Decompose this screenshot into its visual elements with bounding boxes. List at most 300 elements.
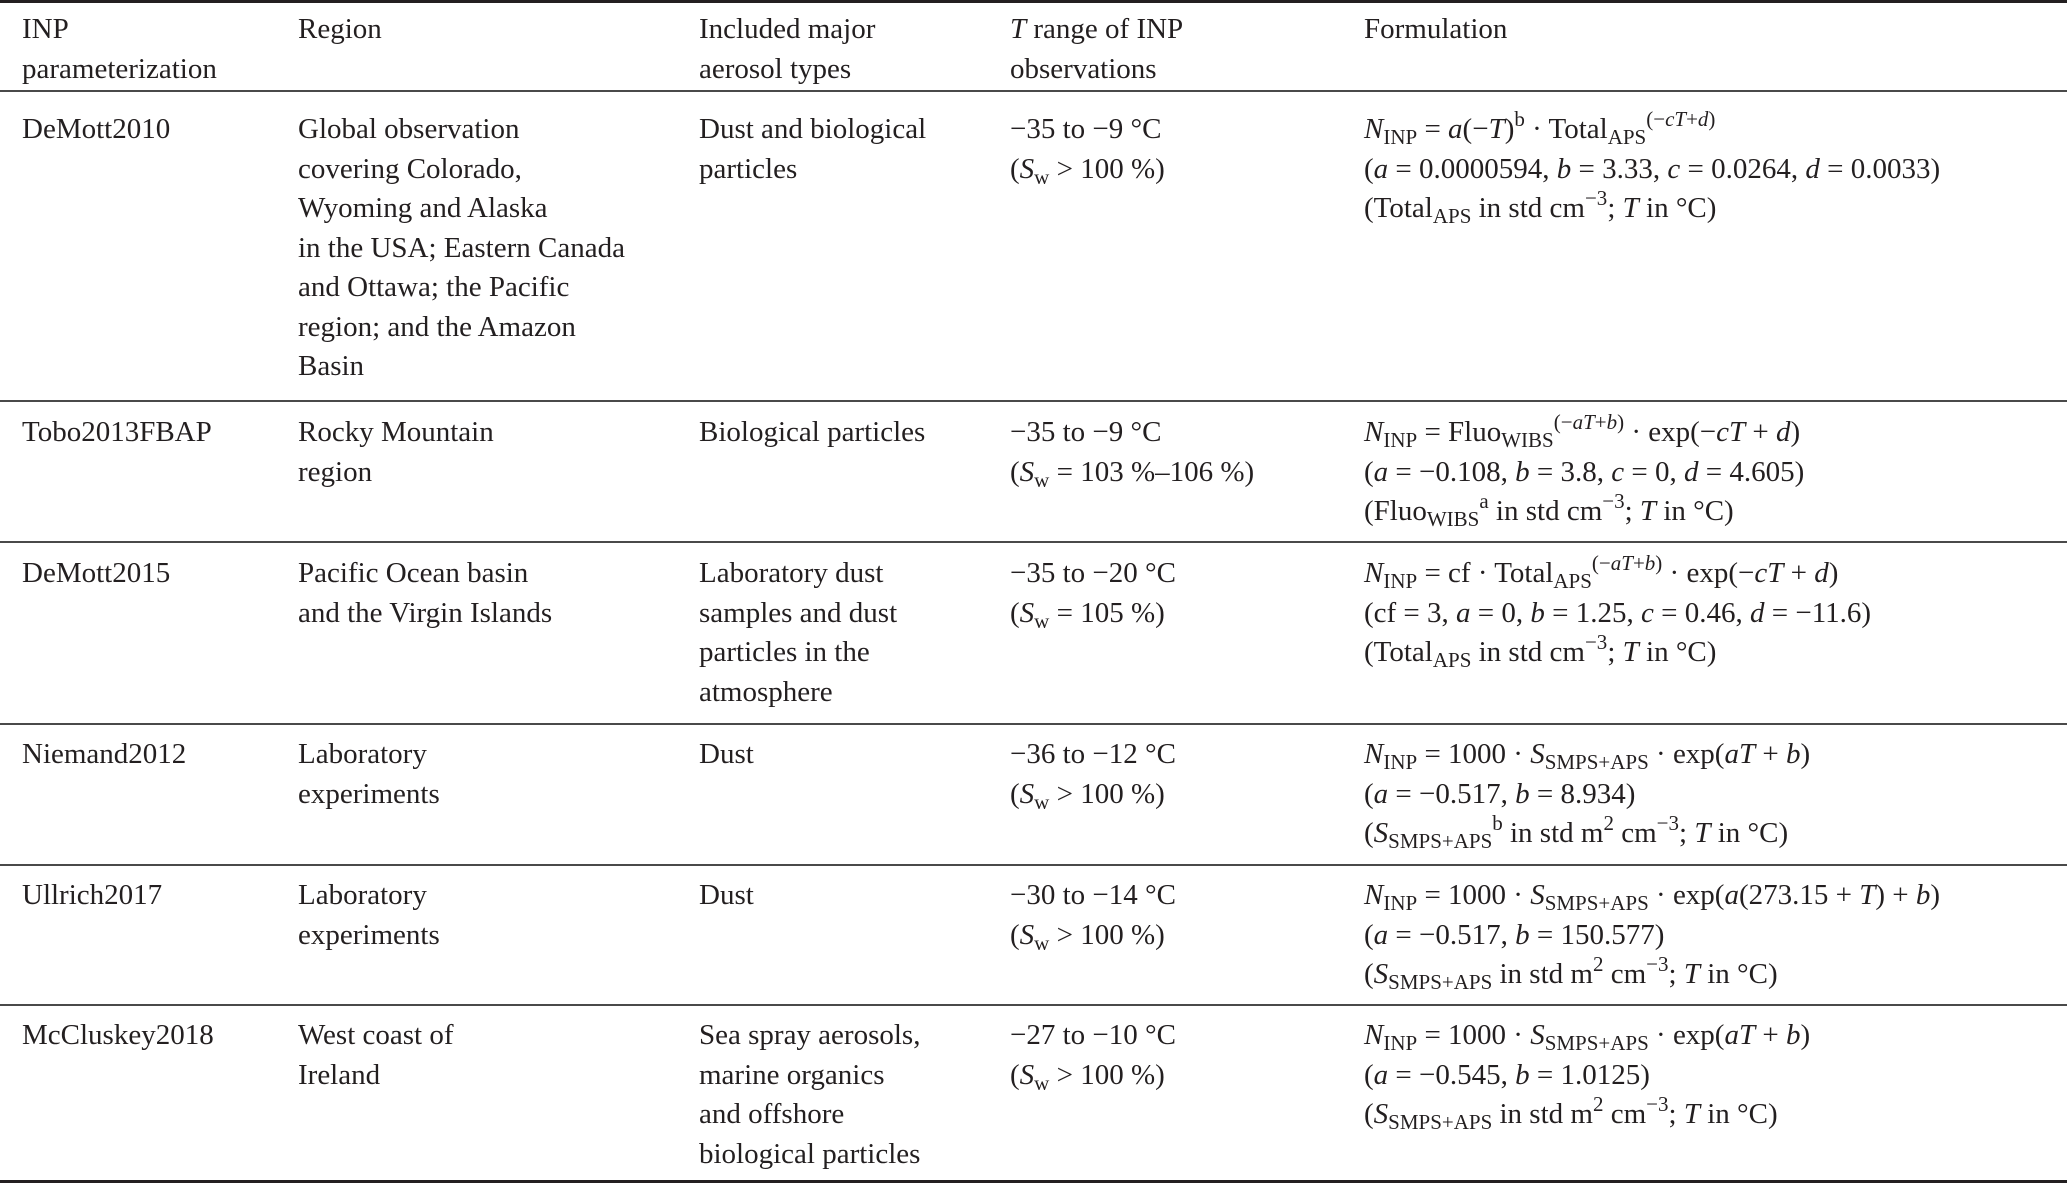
text-run: ) + (1875, 879, 1916, 911)
text-run: in std m (1492, 1098, 1593, 1130)
text-run: + (1755, 738, 1786, 770)
text-run: ) (1828, 557, 1839, 589)
cell-region (298, 1006, 699, 1180)
text-run: b (1515, 918, 1530, 951)
text-run: N (1364, 113, 1384, 145)
text-run: ) (1617, 410, 1625, 434)
text-run: · exp( (1648, 738, 1725, 770)
text-run: = 1000 · (1417, 738, 1531, 770)
text-line (1010, 1056, 1364, 1096)
text-run: ; (1668, 1098, 1684, 1130)
text-run: b (1492, 811, 1503, 835)
text-run: cT (1754, 557, 1784, 589)
cell-t-range (1010, 725, 1364, 864)
text-run: b (1515, 777, 1530, 810)
text-run: (Total (1364, 636, 1433, 668)
text-run: in std m (1502, 817, 1604, 849)
text-run: = −11.6) (1764, 596, 1872, 629)
text-run: · exp( (1648, 1019, 1725, 1051)
text-run: Formulation (1364, 13, 1508, 45)
text-line (699, 876, 1010, 916)
text-run: ; (1679, 817, 1695, 849)
text-run: N (1364, 557, 1384, 589)
text-line (1010, 916, 1364, 956)
text-run: b (1915, 879, 1931, 911)
text-line (1010, 594, 1364, 634)
text-run: in °C) (1699, 958, 1778, 990)
text-run: APS (1607, 125, 1647, 149)
text-run: ) (1790, 416, 1801, 448)
text-run: Ullrich2017 (22, 879, 163, 911)
text-run: S (1019, 455, 1035, 488)
text-run: b (1606, 410, 1618, 434)
text-run: ) (1504, 113, 1515, 145)
text-run: = 1.25, (1544, 596, 1642, 629)
text-line (298, 347, 699, 387)
text-run: + (1745, 416, 1777, 448)
text-run: b (1515, 455, 1530, 488)
text-run: and offshore (699, 1098, 845, 1130)
text-run: = −0.545, (1388, 1058, 1516, 1091)
text-run: Niemand2012 (22, 738, 187, 770)
text-run: a (1373, 777, 1389, 810)
text-run: w (1034, 164, 1050, 189)
text-run: = (1417, 113, 1449, 145)
text-run: parameterization (22, 52, 217, 85)
text-run: ; (1607, 192, 1623, 224)
cell-aerosol-types (699, 725, 1010, 864)
text-run: cT (1665, 107, 1687, 131)
text-run: d (1683, 455, 1699, 488)
text-run: · exp(− (1662, 557, 1755, 589)
text-line (699, 10, 1010, 50)
cell-parameterization (0, 866, 298, 1004)
text-line (1364, 775, 2067, 815)
text-run: N (1364, 738, 1384, 770)
text-run: a (1373, 152, 1389, 185)
text-run: S (1019, 152, 1035, 185)
text-run: and Ottawa; the Pacific (298, 271, 570, 303)
cell-aerosol-types (699, 543, 1010, 723)
text-run: ( (1364, 152, 1374, 185)
text-run: N (1364, 879, 1384, 911)
text-run: cm (1613, 817, 1657, 849)
text-run: covering Colorado, (298, 152, 522, 185)
text-line (699, 413, 1010, 453)
text-run: aT (1572, 410, 1595, 434)
text-run: T (1694, 817, 1711, 849)
text-run: S (1373, 958, 1389, 990)
text-run: in °C) (1656, 495, 1734, 527)
text-run: biological particles (699, 1137, 921, 1170)
text-run: INP (1383, 891, 1418, 915)
text-run: aT (1724, 738, 1756, 770)
text-run: = 1.0125) (1529, 1058, 1650, 1091)
text-line (298, 876, 699, 916)
text-run: −35 to −9 °C (1010, 113, 1162, 145)
text-run: ( (1364, 958, 1374, 990)
text-run: = 1000 · (1417, 879, 1531, 911)
text-run: d (1814, 557, 1829, 589)
text-line (699, 1135, 1010, 1175)
text-run: d (1697, 107, 1709, 131)
text-run: (− (1553, 410, 1573, 434)
text-run: McCluskey2018 (22, 1019, 214, 1051)
text-run: S (1530, 738, 1545, 770)
text-run: observations (1010, 52, 1157, 85)
text-run: DeMott2015 (22, 557, 171, 589)
text-line (298, 594, 699, 634)
cell-region (298, 866, 699, 1004)
cell-region (298, 543, 699, 723)
text-run: Biological particles (699, 416, 926, 448)
text-run: ) (1655, 551, 1663, 575)
text-run: −3 (1584, 630, 1608, 654)
text-run: S (1019, 777, 1035, 810)
text-run: WIBS (1501, 428, 1554, 452)
text-run: range of INP (1026, 13, 1184, 45)
text-run: d (1750, 596, 1765, 629)
text-run: INP (1383, 125, 1418, 149)
text-run: a (1373, 1058, 1389, 1091)
text-run: S (1373, 1098, 1389, 1130)
text-run: 2 (1603, 811, 1614, 835)
text-line (1010, 735, 1364, 775)
text-run: particles (699, 152, 798, 185)
text-run: T (1683, 958, 1700, 990)
text-run: −3 (1646, 952, 1669, 976)
text-run: in °C) (1638, 192, 1717, 224)
text-run: = 0, (1624, 455, 1684, 488)
text-run: T (1683, 1098, 1700, 1130)
text-line (298, 268, 699, 308)
text-run: INP (1383, 750, 1418, 774)
cell-formulation (1364, 543, 2067, 723)
text-run: Basin (298, 350, 365, 382)
text-line (22, 554, 298, 594)
text-run: in std cm (1471, 192, 1585, 224)
text-line (1364, 594, 2067, 634)
text-run: −3 (1656, 811, 1679, 835)
text-run: S (1530, 879, 1545, 911)
text-run: SMPS+APS (1388, 1110, 1493, 1134)
text-run: c (1611, 455, 1625, 488)
text-line (699, 594, 1010, 634)
text-run: = cf · Total (1417, 557, 1554, 589)
text-run: · exp( (1648, 879, 1725, 911)
text-line (1364, 952, 2067, 995)
text-run: INP (1383, 1031, 1418, 1055)
text-run: in °C) (1710, 817, 1789, 849)
text-run: region (298, 455, 373, 488)
text-run: marine organics (699, 1058, 885, 1091)
text-run: ( (1010, 152, 1020, 185)
text-run: ( (1010, 596, 1020, 629)
cell-parameterization (0, 725, 298, 864)
text-run: aerosol types (699, 52, 852, 85)
text-run: Global observation (298, 113, 520, 145)
cell-t-range (1010, 402, 1364, 541)
text-run: ( (1364, 918, 1374, 951)
cell-aerosol-types (699, 866, 1010, 1004)
text-line (699, 50, 1010, 90)
text-line (1364, 551, 2067, 594)
text-line (298, 10, 699, 50)
text-run: (Fluo (1364, 495, 1427, 527)
text-line (1364, 630, 2067, 673)
text-run: Included major (699, 13, 876, 45)
text-run: T (1859, 879, 1876, 911)
text-run: = 0.0000594, (1388, 152, 1557, 185)
text-run: Wyoming and Alaska (298, 192, 548, 224)
text-line (298, 554, 699, 594)
text-run: −3 (1602, 489, 1625, 513)
text-line (298, 189, 699, 229)
text-run: > 100 %) (1049, 918, 1165, 951)
text-run: w (1034, 467, 1050, 492)
text-run: INP (1383, 569, 1418, 593)
text-run: = 105 %) (1049, 596, 1165, 629)
text-run: > 100 %) (1049, 152, 1165, 185)
text-run: N (1364, 1019, 1384, 1051)
text-run: ( (1010, 1058, 1020, 1091)
text-run: ( (1364, 455, 1374, 488)
text-line (1364, 186, 2067, 229)
text-line (1010, 453, 1364, 493)
table-row (0, 92, 2067, 402)
text-line (1010, 554, 1364, 594)
text-run: b (1644, 551, 1656, 575)
text-line (1364, 811, 2067, 854)
text-run: ; (1624, 495, 1640, 527)
text-run: c (1641, 596, 1654, 629)
text-line (699, 735, 1010, 775)
text-run: INP (22, 13, 69, 45)
text-run: 2 (1592, 1092, 1604, 1116)
text-line (1364, 916, 2067, 956)
text-run: cm (1603, 1098, 1647, 1130)
text-run: w (1034, 1070, 1050, 1095)
text-run: (− (1591, 551, 1611, 575)
text-run: + (1783, 557, 1815, 589)
text-run: aT (1724, 1019, 1756, 1051)
text-run: ( (1364, 1098, 1374, 1130)
text-run: Rocky Mountain (298, 416, 494, 448)
text-line (1364, 107, 2067, 150)
text-run: aT (1610, 551, 1633, 575)
text-run: in std m (1492, 958, 1593, 990)
header-region (298, 3, 699, 90)
text-run: ) (1800, 1019, 1811, 1051)
text-line (298, 150, 699, 190)
text-line (22, 50, 298, 90)
text-line (298, 1016, 699, 1056)
text-run: Laboratory (298, 738, 427, 770)
header-t-range (1010, 3, 1364, 90)
text-run: ; (1668, 958, 1684, 990)
text-line (298, 308, 699, 348)
text-run: w (1034, 930, 1050, 955)
text-run: Ireland (298, 1058, 381, 1091)
text-line (298, 916, 699, 956)
text-run: cT (1716, 416, 1746, 448)
table-header-row (0, 3, 2067, 92)
text-line (298, 110, 699, 150)
table-row (0, 543, 2067, 725)
text-run: = 0.0264, (1680, 152, 1806, 185)
text-line (1364, 150, 2067, 190)
text-line (1364, 1016, 2067, 1056)
text-run: (− (1646, 107, 1666, 131)
text-run: a (1373, 455, 1389, 488)
cell-parameterization (0, 543, 298, 723)
cell-aerosol-types (699, 1006, 1010, 1180)
text-line (699, 633, 1010, 673)
text-run: Dust (699, 738, 754, 770)
text-run: ( (1010, 777, 1020, 810)
text-run: = 1000 · (1417, 1019, 1531, 1051)
text-run: in std cm (1471, 636, 1585, 668)
text-run: d (1776, 416, 1791, 448)
text-run: APS (1432, 204, 1472, 228)
text-run: = −0.517, (1388, 777, 1516, 810)
text-run: in °C) (1699, 1098, 1778, 1130)
text-run: c (1667, 152, 1681, 185)
text-run: a (1479, 489, 1489, 513)
text-line (1364, 453, 2067, 493)
text-run: DeMott2010 (22, 113, 171, 145)
text-run: samples and dust (699, 596, 898, 629)
text-run: −35 to −20 °C (1010, 557, 1176, 589)
text-run: Laboratory (298, 879, 427, 911)
text-run: atmosphere (699, 675, 833, 708)
cell-t-range (1010, 1006, 1364, 1180)
text-run: = 150.577) (1529, 918, 1665, 951)
text-run: a (1448, 113, 1463, 145)
text-run: ) (1708, 107, 1716, 131)
text-line (699, 150, 1010, 190)
text-run: West coast of (298, 1019, 454, 1051)
header-aerosol-types (699, 3, 1010, 90)
text-run: particles in the (699, 636, 870, 668)
text-run: ( (1010, 455, 1020, 488)
text-run: Pacific Ocean basin (298, 557, 529, 589)
text-run: = 0.46, (1653, 596, 1750, 629)
text-run: · exp(− (1624, 416, 1717, 448)
text-run: = −0.108, (1388, 455, 1516, 488)
text-run: SMPS+APS (1544, 891, 1649, 915)
text-run: = 4.605) (1698, 455, 1805, 488)
text-run: ( (1364, 1058, 1374, 1091)
text-line (1010, 10, 1364, 50)
text-run: ; (1607, 636, 1623, 668)
text-line (699, 1016, 1010, 1056)
text-run: S (1019, 918, 1035, 951)
text-run: −35 to −9 °C (1010, 416, 1162, 448)
cell-t-range (1010, 92, 1364, 400)
text-line (1364, 876, 2067, 916)
text-run: WIBS (1426, 507, 1480, 531)
text-line (298, 413, 699, 453)
text-run: ( (1364, 817, 1374, 849)
text-run: APS (1553, 569, 1592, 593)
text-run: SMPS+APS (1388, 970, 1493, 994)
text-line (699, 1056, 1010, 1096)
text-run: INP (1383, 428, 1418, 452)
cell-parameterization (0, 402, 298, 541)
text-line (1010, 876, 1364, 916)
text-run: S (1019, 596, 1035, 629)
text-run: + (1686, 107, 1698, 131)
text-run: Dust (699, 879, 754, 911)
text-run: = 3.33, (1571, 152, 1668, 185)
text-run: a (1724, 879, 1739, 911)
text-line (22, 10, 298, 50)
text-run: SMPS+APS (1544, 750, 1649, 774)
cell-region (298, 92, 699, 400)
text-line (298, 775, 699, 815)
text-line (22, 413, 298, 453)
cell-formulation (1364, 866, 2067, 1004)
text-line (22, 1016, 298, 1056)
text-run: a (1373, 918, 1389, 951)
text-run: > 100 %) (1049, 777, 1165, 810)
text-line (1010, 775, 1364, 815)
cell-t-range (1010, 866, 1364, 1004)
table-row (0, 1006, 2067, 1180)
text-run: Dust and biological (699, 113, 927, 145)
text-line (699, 1095, 1010, 1135)
text-run: = 3.8, (1529, 455, 1612, 488)
text-run: w (1034, 608, 1050, 633)
text-run: = 0, (1470, 596, 1531, 629)
text-line (1010, 50, 1364, 90)
text-run: experiments (298, 918, 440, 951)
text-run: SMPS+APS (1388, 829, 1493, 853)
text-line (699, 554, 1010, 594)
text-run: S (1530, 1019, 1545, 1051)
text-line (1364, 1092, 2067, 1135)
text-run: SMPS+APS (1544, 1031, 1649, 1055)
text-run: b (1515, 1058, 1530, 1091)
table-row (0, 866, 2067, 1006)
text-run: Laboratory dust (699, 557, 884, 589)
cell-region (298, 402, 699, 541)
text-run: Tobo2013FBAP (22, 416, 212, 448)
cell-t-range (1010, 543, 1364, 723)
text-run: and the Virgin Islands (298, 596, 553, 629)
text-run: b (1785, 738, 1801, 770)
text-run: (273.15 + (1738, 879, 1860, 911)
text-line (298, 229, 699, 269)
text-line (1364, 10, 2067, 50)
text-line (298, 1056, 699, 1096)
text-run: −36 to −12 °C (1010, 738, 1176, 770)
text-run: APS (1432, 648, 1472, 672)
text-line (22, 876, 298, 916)
text-line (1364, 735, 2067, 775)
text-run: S (1019, 1058, 1035, 1091)
text-run: in the USA; Eastern Canada (298, 231, 625, 264)
text-run: T (1622, 636, 1639, 668)
text-line (298, 453, 699, 493)
text-run: −30 to −14 °C (1010, 879, 1176, 911)
text-run: in °C) (1638, 636, 1717, 668)
cell-formulation (1364, 402, 2067, 541)
text-line (22, 110, 298, 150)
text-line (1010, 413, 1364, 453)
text-line (699, 673, 1010, 713)
